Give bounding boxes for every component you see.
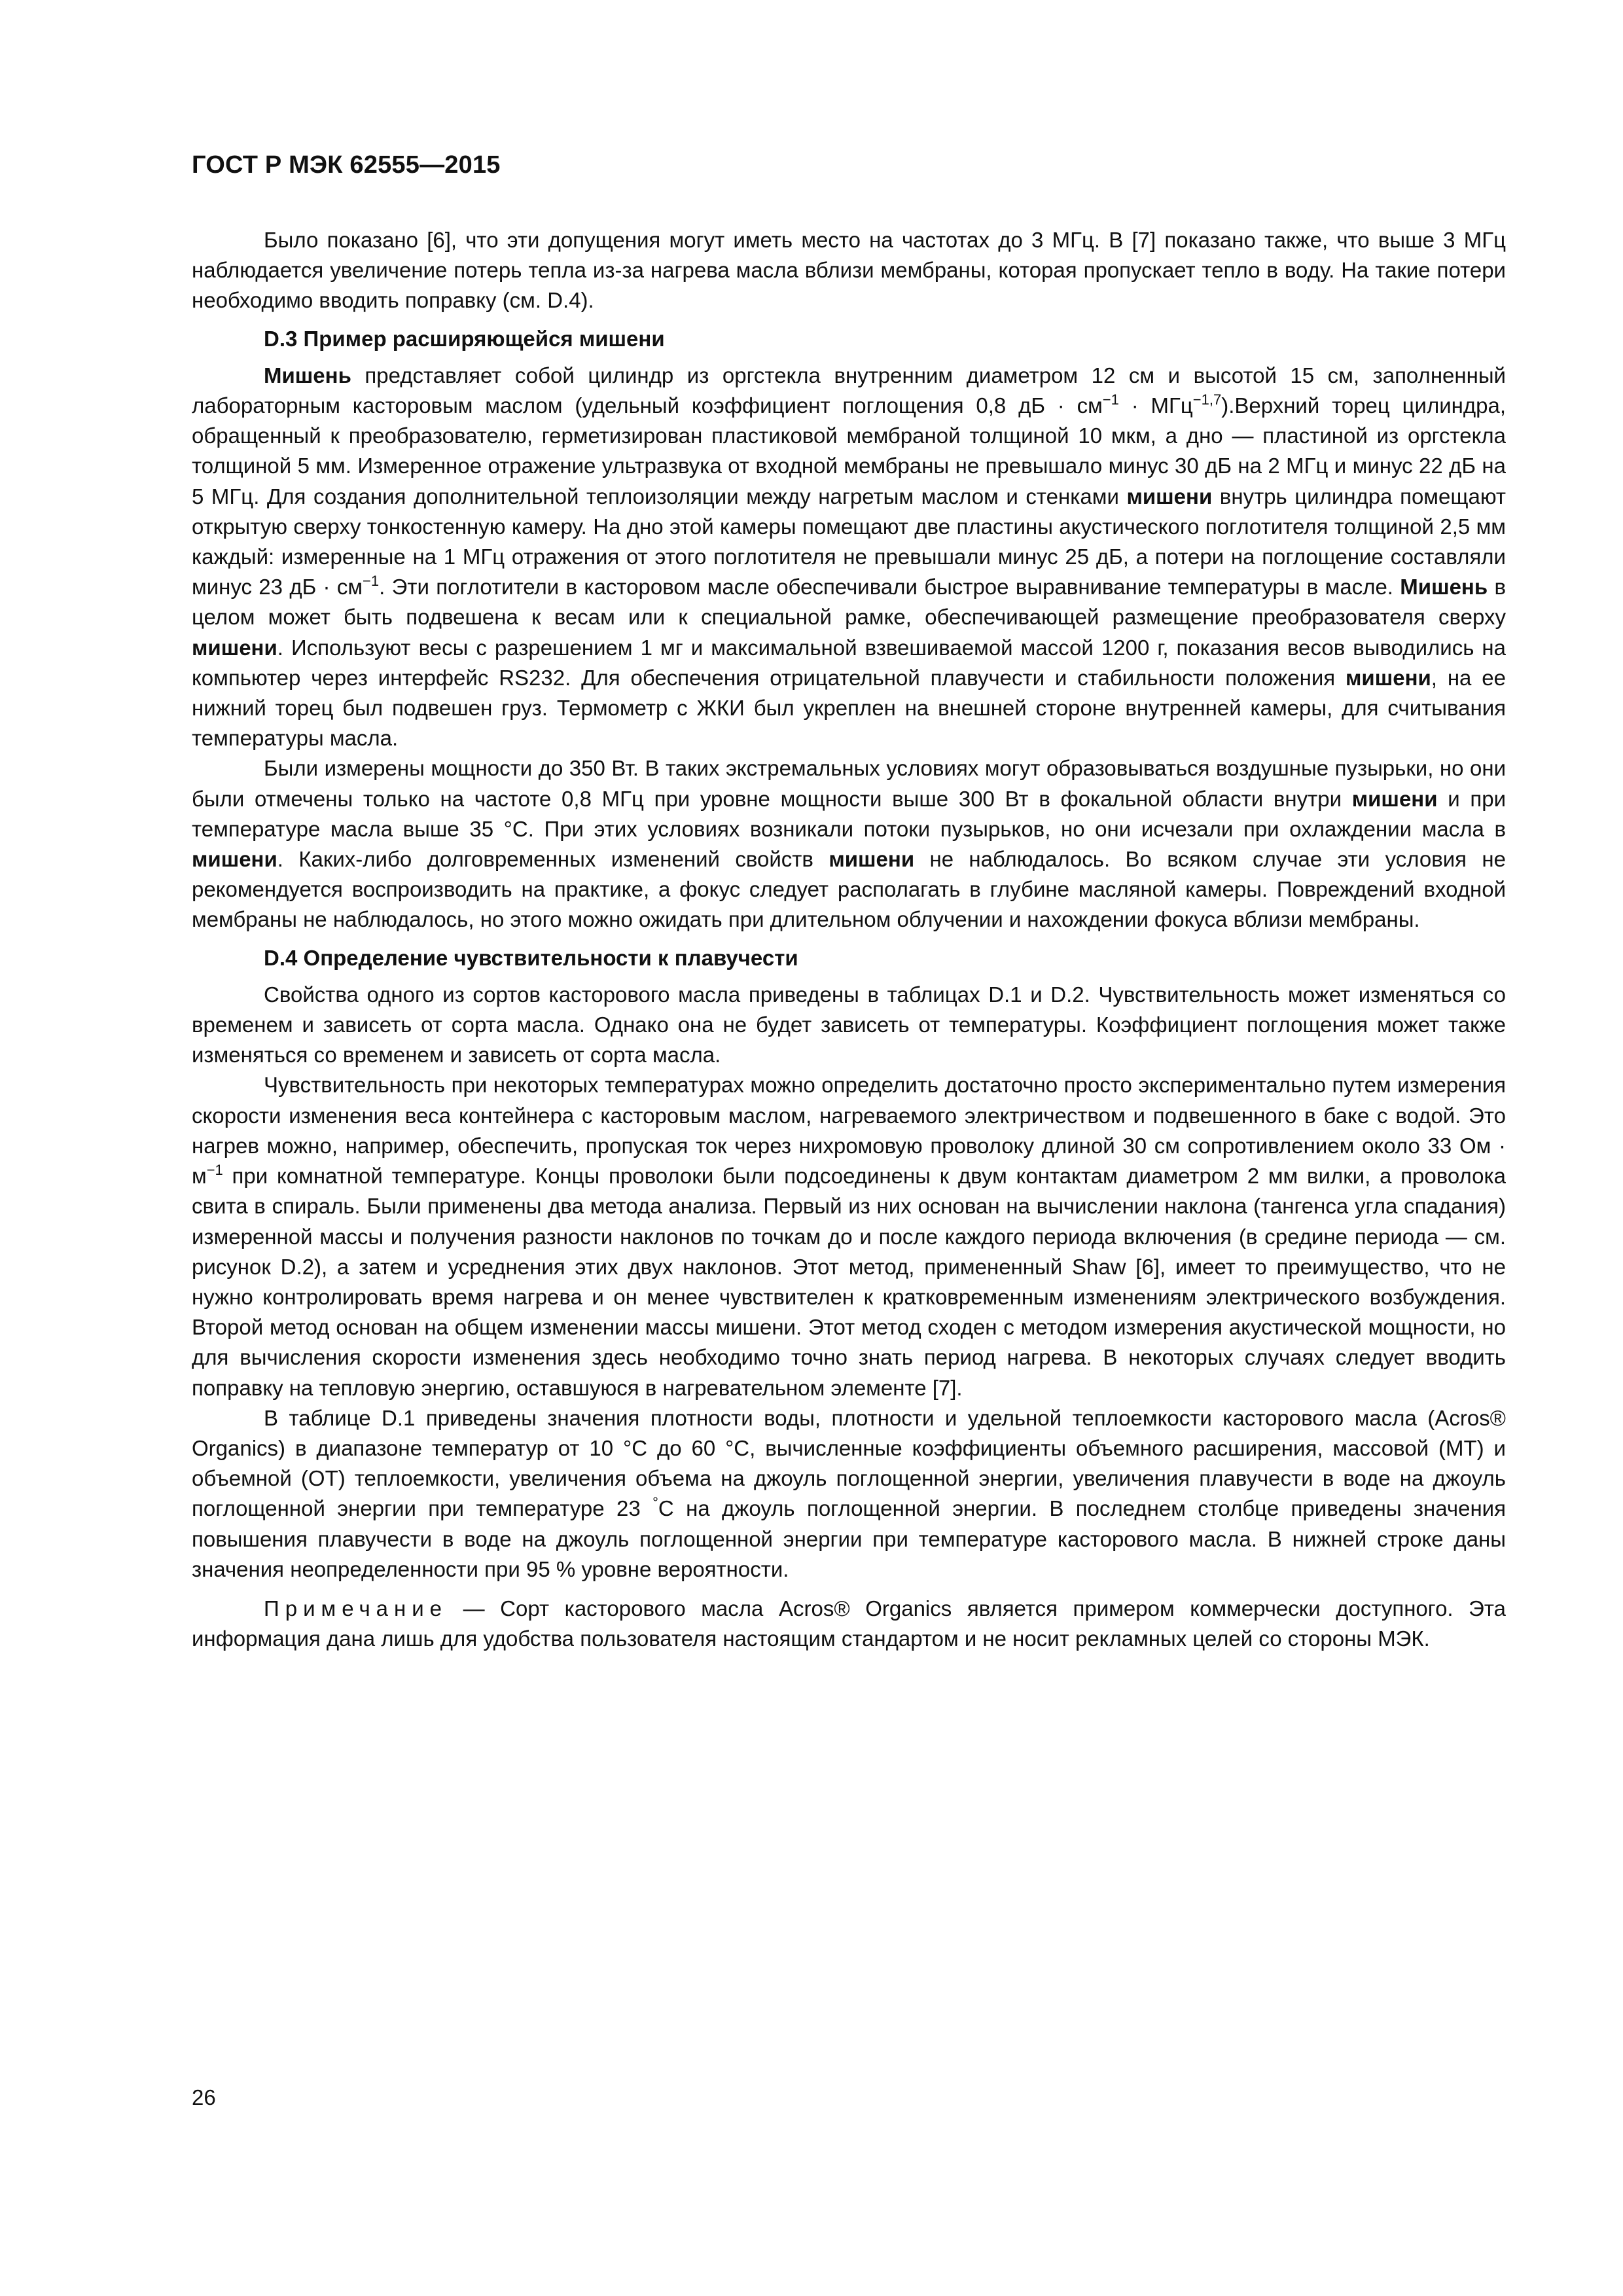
text-run: . Эти поглотители в касторовом масле обеспечивали быстрое выравнивание температуры в масле. [379, 575, 1400, 600]
text-run: в целом может быть подвешена к весам или к специальной рамке, обеспечивающей размещение преобразователя сверху [192, 575, 1507, 630]
d3-paragraph-2 [192, 753, 1506, 935]
text-run: В таблице D.1 приведены значения плотности воды, плотности и удельной теплоемкости касторового масла (Acros® Organics) в диапазоне температур от 10 °С до 60 °С, вычисленные коэффициенты объемного расширения, массовой (МТ) и объемной (ОТ) теплоемкости, увеличения объема на джоуль поглощенной энергии, увеличения плавучести в воде на джоуль поглощенной энергии при температуре 23 [192, 1405, 1506, 1521]
document-page [192, 148, 1506, 1654]
text-run: , на ее нижний торец был подвешен груз. Термометр с ЖКИ был укреплен на внешней стороне внутренней камеры, для считывания температуры масла. [192, 665, 1506, 751]
section-heading-d4: D.4 Определение чувствительности к плавучести [264, 945, 798, 970]
text-run: и при температуре масла выше 35 °С. При этих условиях возникали потоки пузырьков, но они исчезали при охлаждении масла в [192, 786, 1507, 841]
text-run: внутрь цилиндра помещают открытую сверху тонкостенную камеру. На дно этой камеры помещают две пластины акустического поглотителя толщиной 2,5 мм каждый: измеренные на 1 МГц отражения от этого поглотителя не превышали минус 25 дБ, а потери на поглощение составляли минус 23 дБ · см [192, 484, 1506, 600]
text-run: представляет собой цилиндр из оргстекла внутренним диаметром 12 см и высотой 15 см, заполненный лабораторным касторовым маслом (удельный коэффициент поглощения 0,8 дБ · см [192, 363, 1506, 418]
text-run: при комнатной температуре. Концы проволоки были подсоединены к двум контактам диаметром 2 мм вилки, а проволока свита в спираль. Были применены два метода анализа. Первый из них основан на вычислении наклона (тангенса угла спадания) измеренной массы и получения разности наклонов по точкам до и после каждого периода включения (в средине периода — см. рисунок D.2), а затем и усреднения этих двух наклонов. Этот метод, примененный Shaw [6], имеет то преимущество, что не нужно контролировать время нагрева и он менее чувствителен к кратковременным изменениям электрического возбуждения. Второй метод основан на общем изменении массы мишени. Этот метод сходен с методом измерения акустической мощности, но для вычисления скорости изменения здесь необходимо точно знать период нагрева. В некоторых случаях следует вводить поправку на тепловую энергию, оставшуюся в нагревательном элементе [7]. [192, 1164, 1506, 1400]
term-target: мишени [1126, 484, 1213, 509]
d3-paragraph-1 [192, 361, 1506, 754]
term-target: мишени [192, 847, 277, 872]
superscript: −1,7 [1192, 391, 1222, 408]
text-run: . Каких-либо долговременных изменений свойств [277, 847, 829, 872]
text-run: Были измерены мощности до 350 Вт. В таких экстремальных условиях могут образовываться воздушные пузырьки, но они были отмечены только на частоте 0,8 МГц при уровне мощности выше 300 Вт в фокальной области внутри [192, 756, 1506, 811]
text-run: Чувствительность при некоторых температурах можно определить достаточно просто экспериментально путем измерения скорости изменения веса контейнера с касторовым маслом, нагреваемого электричеством и подвешенного в баке с водой. Это нагрев можно, например, обеспечить, пропуская ток через нихромовую проволоку длиной 30 см сопротивлением около 33 Ом · м [192, 1073, 1506, 1189]
note-text: — Сорт касторового масла Acros® Organics является примером коммерчески доступного. Эта информация дана лишь для удобства пользователя настоящим стандартом и не носит рекламных целей со стороны МЭК. [192, 1596, 1506, 1651]
d4-paragraph-1: Свойства одного из сортов касторового масла приведены в таблицах D.1 и D.2. Чувствительность может изменяться со временем и зависеть от сорта масла. Однако она не будет зависеть от температуры. Коэффициент поглощения может также изменяться со временем и зависеть от сорта масла. [192, 982, 1506, 1067]
text-run: ).Верхний торец цилиндра, обращенный к преобразователю, герметизирован пластиковой мембраной толщиной 10 мкм, а дно — пластиной из оргстекла толщиной 5 мм. Измеренное отражение ультразвука от входной мембраны не превышало минус 30 дБ на 2 МГц и минус 22 дБ на 5 МГц. Для создания дополнительной теплоизоляции между нагретым маслом и стенками [192, 393, 1506, 509]
intro-paragraph: Было показано [6], что эти допущения могут иметь место на частотах до 3 МГц. В [7] показано также, что выше 3 МГц наблюдается увеличение потерь тепла из-за нагрева масла вблизи мембраны, которая пропускает тепло в воду. На такие потери необходимо вводить поправку (см. D.4). [192, 228, 1506, 313]
note-paragraph [192, 1594, 1506, 1654]
document-header: ГОСТ Р МЭК 62555—2015 [192, 151, 501, 179]
page-number: 26 [192, 2085, 216, 2109]
superscript: −1 [206, 1162, 223, 1179]
text-run: С на джоуль поглощенной энергии. В последнем столбце приведены значения повышения плавучести в воде на джоуль поглощенной энергии при температуре касторового масла. В нижней строке даны значения неопределенности при 95 % уровне вероятности. [192, 1496, 1506, 1581]
superscript: −1 [1102, 391, 1119, 408]
superscript: ° [652, 1494, 658, 1511]
text-run: · МГц [1118, 393, 1193, 418]
d4-paragraph-3 [192, 1403, 1506, 1585]
d4-paragraph-2 [192, 1070, 1506, 1403]
term-target: мишени [1346, 665, 1431, 690]
term-target: Мишень [1400, 575, 1488, 600]
term-target: Мишень [264, 363, 351, 387]
text-run: не наблюдалось. Во всяком случае эти условия не рекомендуется воспроизводить на практике, а фокус следует располагать в глубине масляной камеры. Повреждений входной мембраны не наблюдалось, но этого можно ожидать при длительном облучении и нахождении фокуса вблизи мембраны. [192, 847, 1506, 932]
note-label: Примечание [264, 1596, 448, 1621]
term-target: мишени [192, 635, 277, 660]
superscript: −1 [363, 573, 380, 590]
term-target: мишени [1351, 786, 1438, 811]
term-target: мишени [829, 847, 915, 872]
text-run: . Используют весы с разрешением 1 мг и максимальной взвешиваемой массой 1200 г, показания весов выводились на компьютер через интерфейс RS232. Для обеспечения отрицательной плавучести и стабильности положения [192, 635, 1506, 690]
section-heading-d3: D.3 Пример расширяющейся мишени [264, 326, 665, 351]
